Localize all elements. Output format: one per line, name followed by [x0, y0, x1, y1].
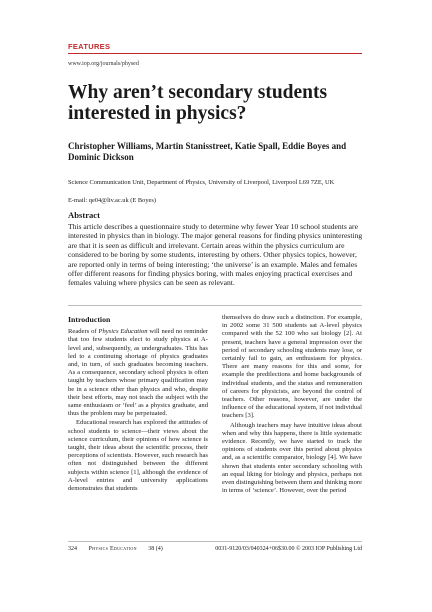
page-number: 324 [68, 546, 77, 552]
footer-divider [68, 541, 362, 542]
author-list: Christopher Williams, Martin Stanisstreet, Katie Spall, Eddie Boyes and Dominic Dickson [68, 141, 347, 162]
footer-journal: Physics Education [88, 546, 137, 552]
footer-volume: 38 (4) [148, 546, 163, 552]
journal-name-italic: Physics Education [98, 328, 148, 336]
affiliation: Science Communication Unit, Department of Physics, University of Liverpool, Liverpool L69 7ZE, UK [68, 179, 335, 186]
footer-doi: 0031-9120/03/040324+06$30.00 [215, 546, 295, 552]
abstract-divider [68, 305, 362, 306]
footer-copyright: © 2003 IOP Publishing Ltd [295, 546, 362, 552]
article-title: Why aren’t secondary students interested in physics? [68, 82, 328, 124]
contact-email: E-mail: qe04@liv.ac.uk (E Boyes) [68, 197, 156, 204]
section-divider [68, 53, 362, 54]
section-label: FEATURES [68, 42, 111, 51]
introduction-heading: Introduction [68, 315, 111, 324]
journal-url: www.iop.org/journals/physed [68, 61, 139, 67]
page-footer [68, 546, 362, 552]
body-paragraph: Readers of Physics Education will need no reminder that too few students elect to study physics at A-level and, subsequently, as undergraduates. This has led to a continuing shortage of physics graduates and, in turn, of such graduates becoming teachers. As a consequence, secondary school physics is often taught by teachers whose primary qualification may be in a science other than physics and who, despite their best efforts, may not teach the subject with the same enthusiasm or ‘feel’ as a physics graduate, and thus the problem may be perpetuated. [68, 328, 208, 418]
body-paragraph: themselves do draw such a distinction. For example, in 2002 some 31 500 students sat A-level physics compared with the 52 100 who sat biology [2]. At present, teachers have a general impression over the period of secondary schooling students may lose, or certainly fail to gain, an enthusiasm for physics. There are many reasons for this and some, for example the predilections and home backgrounds of individual students, and the status and remuneration of careers for physicists, are beyond the control of teachers. Other reasons, however, are under the influence of the educational system, if not individual teachers [3]. [222, 314, 362, 420]
body-column-left [68, 316, 208, 493]
body-column-right [222, 314, 362, 495]
body-paragraph: Educational research has explored the attitudes of school students to science—their views about the science curriculum, their opinions of how science is taught, their ideas about the scientific process, their perceptions of scientists. However, such research has often not distinguished between the different subjects within science [1], although the evidence of A-level entries and university applications demonstrates that students [68, 419, 208, 493]
body-paragraph: Although teachers may have intuitive ideas about when and why this happens, there is little systematic evidence. Recently, we have started to track the opinions of students over this period about physics and, as a scientific comparator, biology [4]. We have shown that students enter secondary schooling with an equal liking for biology and physics, perhaps not even distinguishing between them and thinking more in terms of ‘science’. However, over the period [222, 421, 362, 495]
abstract-text: This article describes a questionnaire study to determine why fewer Year 10 school students are interested in physics than in biology. The major general reasons for finding physics uninteresting are that it is seen as difficult and irrelevant. Certain areas within the physics curriculum are considered to be boring by some students, interesting by others. Other physics topics, however, are reported only in terms of being interesting; ‘the universe’ is an example. Males and females offer different reasons for finding physics boring, with males enjoying practical exercises and females valuing where physics can be seen as relevant. [68, 222, 363, 288]
abstract-heading: Abstract [68, 210, 100, 220]
